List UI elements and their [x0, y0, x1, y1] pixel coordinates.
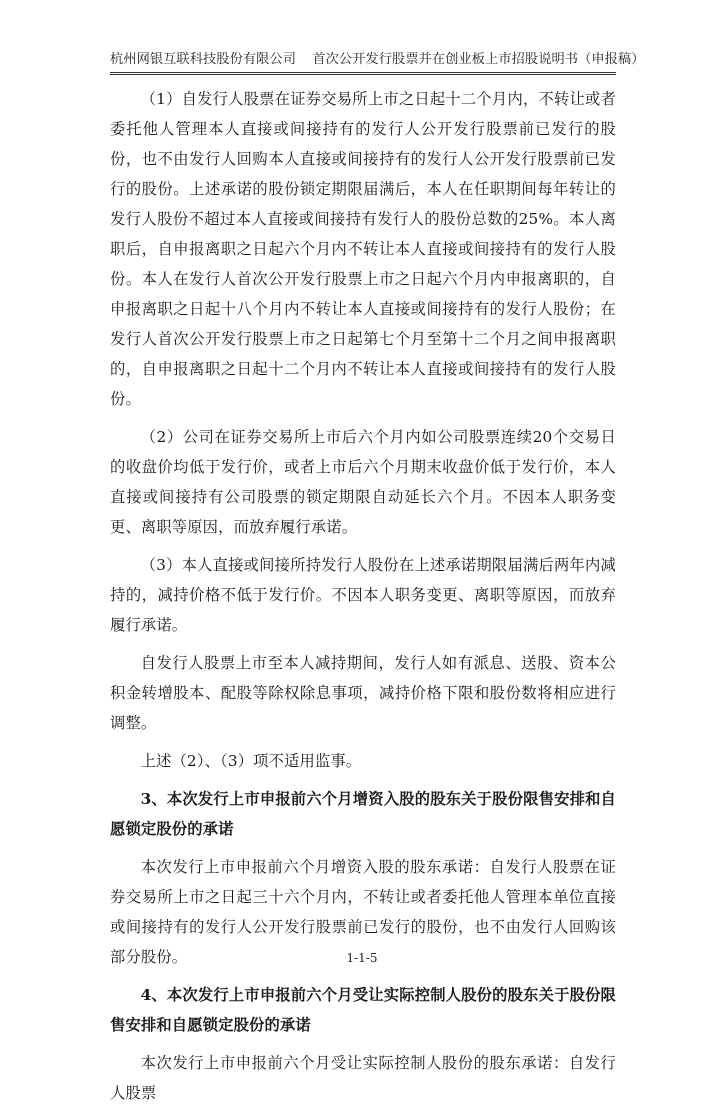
paragraph-commitment-2: （2）公司在证券交易所上市后六个月内如公司股票连续20个交易日的收盘价均低于发行价，或者上市后六个月期末收盘价低于发行价，本人直接或间接持有公司股票的锁定期限自动延长六个月。不因本人职务变更、离职等原因，而放弃履行承诺。 — [110, 428, 616, 536]
paragraph-supervisor-note: 上述（2）、（3）项不适用监事。 — [140, 752, 362, 770]
header-company-name: 杭州网银互联科技股份有限公司 — [110, 52, 297, 67]
paragraph-section-4: 本次发行上市申报前六个月受让实际控制人股份的股东承诺：自发行人股票 — [110, 1054, 616, 1102]
section-heading-3: 3、本次发行上市申报前六个月增资入股的股东关于股份限售安排和自愿锁定股份的承诺 — [110, 790, 616, 838]
paragraph-commitment-1: （1）自发行人股票在证券交易所上市之日起十二个月内，不转让或者委托他人管理本人直接或间接持有的发行人公开发行股票前已发行的股份，也不由发行人回购本人直接或间接持有的发行人公开发行股票前已发行的股份。上述承诺的股份锁定期限届满后，本人在任职期间每年转让的发行人股份不超过本人直接或间接持有发行人的股份总数的25%。本人离职后，自申报离职之日起六个月内不转让本人直接或间接持有的发行人股份。本人在发行人首次公开发行股票上市之日起六个月内申报离职的，自申报离职之日起十八个月内不转让本人直接或间接持有的发行人股份；在发行人首次公开发行股票上市之日起第七个月至第十二个月之间申报离职的，自申报离职之日起十二个月内不转让本人直接或间接持有的发行人股份。 — [110, 90, 616, 408]
page-header — [110, 50, 645, 72]
paragraph-section-3: 本次发行上市申报前六个月增资入股的股东承诺：自发行人股票在证券交易所上市之日起三十六个月内，不转让或者委托他人管理本单位直接或间接持有的发行人公开发行股票前已发行的股份，也不由发行人回购该部分股份。 — [110, 858, 616, 966]
page-number: 1-1-5 — [346, 951, 378, 965]
header-document-title: 首次公开发行股票并在创业板上市招股说明书（申报稿） — [312, 52, 645, 67]
section-heading-4: 4、本次发行上市申报前六个月受让实际控制人股份的股东关于股份限售安排和自愿锁定股份的承诺 — [110, 986, 616, 1034]
paragraph-commitment-3: （3）本人直接或间接所持发行人股份在上述承诺期限届满后两年内减持的，减持价格不低于发行价。不因本人职务变更、离职等原因，而放弃履行承诺。 — [110, 556, 616, 634]
paragraph-adjustment: 自发行人股票上市至本人减持期间，发行人如有派息、送股、资本公积金转增股本、配股等除权除息事项，减持价格下限和股份数将相应进行调整。 — [110, 654, 616, 732]
header-divider — [110, 72, 616, 75]
